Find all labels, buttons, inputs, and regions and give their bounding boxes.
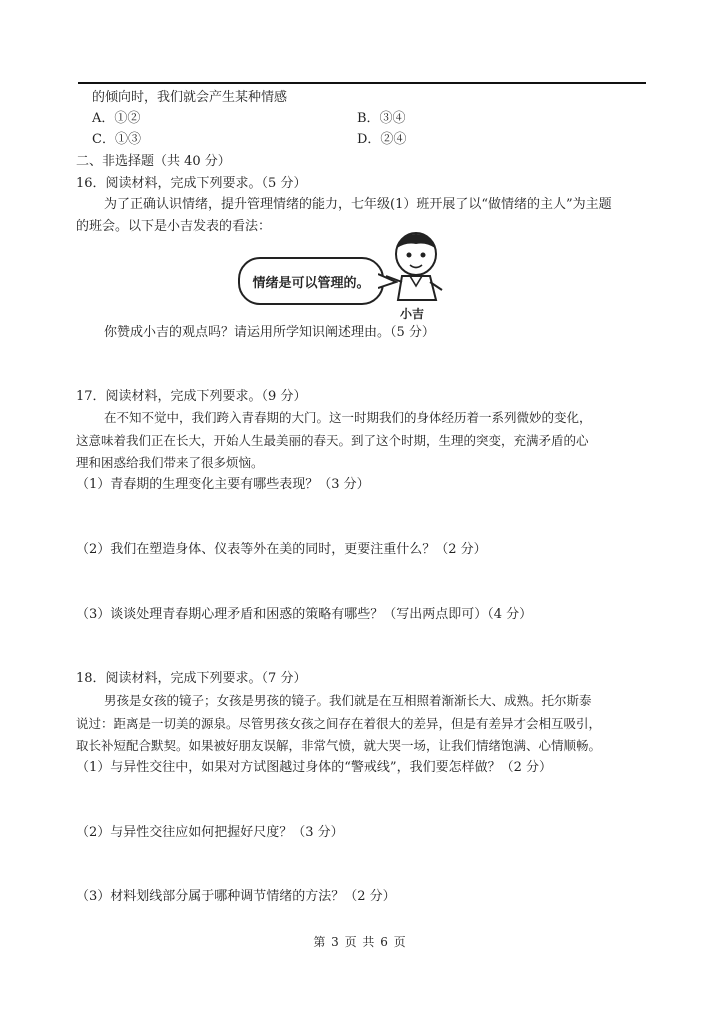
speech-bubble-text: 情绪是可以管理的。 <box>252 275 370 291</box>
q18-sub3: （3）材料划线部分属于哪种调节情绪的方法？（2 分） <box>76 889 396 904</box>
speech-bubble <box>238 257 384 305</box>
option-a: A．①② <box>92 111 141 126</box>
q17-material-line2: 这意味着我们正在长大，开始人生最美丽的春天。到了这个时期，生理的突变，充满矛盾的心 <box>76 433 589 448</box>
q17-material-line1: 在不知不觉中，我们跨入青春期的大门。这一时期我们的身体经历着一系列微妙的变化， <box>104 410 592 425</box>
q18-sub1: （1）与异性交往中，如果对方试图越过身体的“警戒线”，我们要怎样做？（2 分） <box>76 760 552 775</box>
top-rule <box>78 82 646 84</box>
q17-title: 17．阅读材料，完成下列要求。（9 分） <box>76 389 307 404</box>
q18-material-line1: 男孩是女孩的镜子；女孩是男孩的镜子。我们就是在互相照着渐渐长大、成熟。托尔斯泰 <box>104 693 592 708</box>
option-b: B．③④ <box>357 111 406 126</box>
option-d: D．②④ <box>357 132 407 147</box>
xiaoji-figure-icon <box>380 230 450 310</box>
q17-sub3: （3）谈谈处理青春期心理矛盾和困惑的策略有哪些？（写出两点即可）（4 分） <box>76 607 533 622</box>
q18-material-line2: 说过：距离是一切美的源泉。尽管男孩女孩之间存在着很大的差异，但是有差异才会相互吸引， <box>76 716 602 731</box>
q16-prompt: 你赞成小吉的观点吗？请运用所学知识阐述理由。（5 分） <box>104 325 435 340</box>
q16-title: 16．阅读材料，完成下列要求。（5 分） <box>76 176 307 191</box>
continuation-text: 的倾向时，我们就会产生某种情感 <box>92 90 288 105</box>
q18-title: 18．阅读材料，完成下列要求。（7 分） <box>76 671 307 686</box>
q18-sub2: （2）与异性交往应如何把握好尺度？（3 分） <box>76 825 344 840</box>
section2-title: 二、非选择题（共 40 分） <box>76 154 231 169</box>
q17-sub1: （1）青春期的生理变化主要有哪些表现？（3 分） <box>76 477 370 492</box>
q18-material-line3: 取长补短配合默契。如果被好朋友误解，非常气愤，就大哭一场，让我们情绪饱满、心情顺畅。 <box>76 738 602 753</box>
q17-sub2: （2）我们在塑造身体、仪表等外在美的同时，更要注重什么？（2 分） <box>76 542 487 557</box>
page-footer: 第 3 页 共 6 页 <box>313 935 407 949</box>
q16-para2: 的班会。以下是小吉发表的看法： <box>76 219 272 234</box>
q16-para1: 为了正确认识情绪，提升管理情绪的能力，七年级(1）班开展了以“做情绪的主人”为主题 <box>104 197 612 212</box>
figure-caption: 小吉 <box>400 307 425 321</box>
q17-material-line3: 理和困惑给我们带来了很多烦恼。 <box>76 455 264 470</box>
option-c: C．①③ <box>92 132 141 147</box>
